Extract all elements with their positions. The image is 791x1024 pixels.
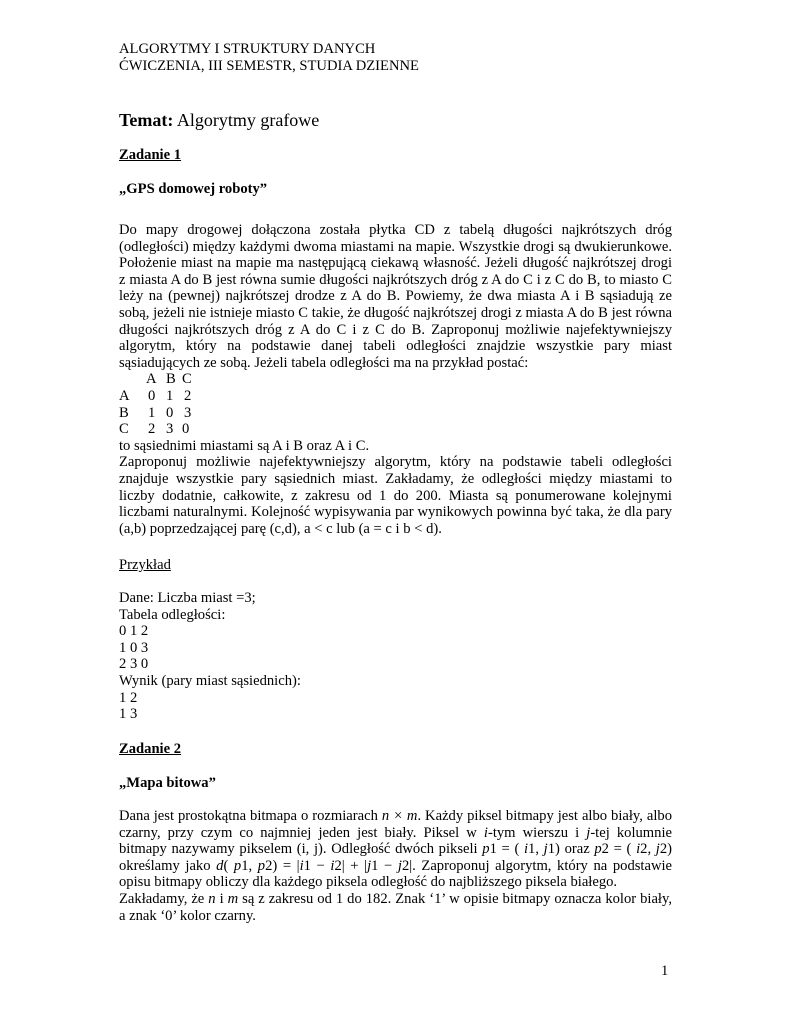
table-col-header: A (146, 371, 157, 388)
table-cell: 3 (166, 421, 174, 438)
example-line: Dane: Liczba miast =3; (119, 590, 256, 606)
header-semester: ĆWICZENIA, III SEMESTR, STUDIA DZIENNE (119, 57, 419, 74)
distance-table-row (119, 405, 672, 422)
table-row-label: C (119, 421, 129, 438)
task1-paragraph: Do mapy drogowej dołączona została płytka CD z tabelą długości najkrótszych dróg (odległości) między każdymi dwoma miastami na mapie. Wszystkie drogi są dwukierunkowe. Położenie miast na mapie ma następującą ciekawą własność. Jeżeli długość najkrótszej drogi z miasta A do B jest równa sumie długości najkrótszych dróg z A do C i z C do B, to miasto C leży na (pewnej) najkrótszej drodze z A do B. Powiemy, że dwa miasta A i B sąsiadują ze sobą, jeżeli nie istnieje miasto C takie, że długość najkrótszej drogi z miasta A do B jest równa długości najkrótszych dróg z A do C i z C do B. Zaproponuj możliwie najefektywniejszy algorytm, który na podstawie danej tabeli odległości znajdzie wszystkie pary miast sąsiadujących ze sobą. Jeżeli tabela odległości ma na przykład postać: (119, 222, 672, 371)
task2-paragraph: Dana jest prostokątna bitmapa o rozmiarach n × m. Każdy piksel bitmapy jest albo biały, albo czarny, przy czym co najmniej jeden jest biały. Piksel w i-tym wierszu i j-tej kolumnie bitmapy nazywamy pikselem (i, j). Odległość dwóch pikseli p1 = ( i1, j1) oraz p2 = ( i2, j2) określamy jako d( p1, p2) = |i1 − i2| + |j1 − j2|. Zaproponuj algorytm, który na podstawie opisu bitmapy obliczy dla każdego piksela odległość do najbliższego piksela białego. (119, 808, 673, 891)
task2-title: „Mapa bitowa” (119, 775, 216, 791)
distance-table-header (119, 371, 672, 388)
table-cell: 1 (148, 404, 156, 421)
table-cell: 2 (148, 421, 156, 438)
table-cell: 0 (166, 404, 174, 421)
example-line: 1 0 3 (119, 639, 149, 656)
task2-heading: Zadanie 2 (119, 741, 182, 757)
table-cell: 3 (184, 404, 192, 421)
task1-title: „GPS domowej roboty” (119, 181, 268, 197)
task1-paragraph-2: Zaproponuj możliwie najefektywniejszy algorytm, który na podstawie tabeli odległości znajduje wszystkie pary sąsiednich miast. Zakładamy, że odległości między miastami to liczby dodatnie, całkowite, z zakresu od 1 do 200. Miasta są ponumerowane kolejnymi liczbami naturalnymi. Kolejność wypisywania par wynikowych powinna być taka, że dla pary (a,b) poprzedzającej parę (c,d), a < c lub (a = c i b < d). (119, 454, 672, 537)
document-header (119, 41, 672, 74)
example-line: 1 3 (119, 706, 138, 723)
table-row-label: B (119, 404, 129, 421)
topic-label: Temat: (119, 110, 174, 130)
example-line: 2 3 0 (119, 656, 149, 673)
page-number: 1 (661, 963, 669, 979)
table-cell: 0 (148, 387, 156, 404)
example-line: 1 2 (119, 689, 138, 706)
task1-heading: Zadanie 1 (119, 147, 182, 163)
table-cell: 2 (184, 387, 192, 404)
example-heading: Przykład (119, 557, 171, 573)
distance-table-row (119, 388, 672, 405)
topic-value: Algorytmy grafowe (173, 110, 320, 130)
task1-body (119, 222, 672, 537)
task2-body (119, 808, 672, 924)
header-course: ALGORYTMY I STRUKTURY DANYCH (119, 41, 376, 57)
table-col-header: B (166, 371, 176, 388)
distance-table-row (119, 421, 672, 438)
topic-line (119, 109, 672, 131)
task1-after-table: to sąsiednimi miastami są A i B oraz A i C. (119, 437, 370, 454)
table-cell: 1 (166, 387, 174, 404)
task2-paragraph-2: Zakładamy, że n i m są z zakresu od 1 do 182. Znak ‘1’ w opisie bitmapy oznacza kolor biały, a znak ‘0’ kolor czarny. (119, 890, 672, 924)
table-row-label: A (119, 387, 130, 404)
example-line: Tabela odległości: (119, 606, 226, 623)
table-col-header: C (182, 371, 192, 388)
example-line: Wynik (pary miast sąsiednich): (119, 672, 301, 689)
example-line: 0 1 2 (119, 623, 149, 640)
example-block (119, 590, 672, 723)
table-cell: 0 (182, 421, 190, 438)
